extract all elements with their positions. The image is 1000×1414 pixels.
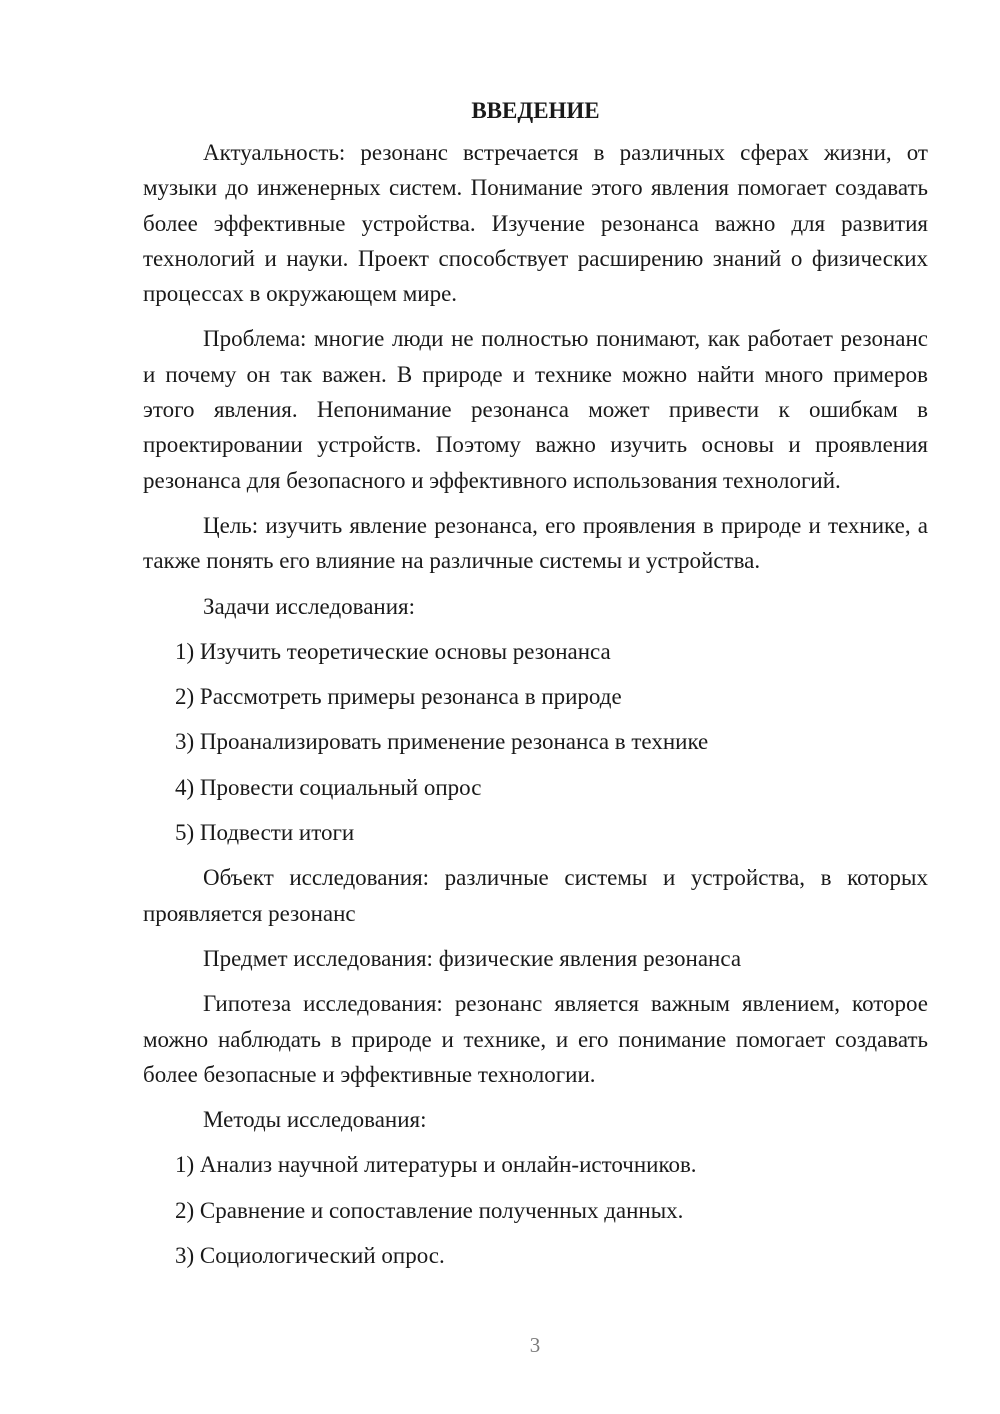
relevance-paragraph: Актуальность: резонанс встречается в различных сферах жизни, от музыки до инженерных систем. Понимание этого явления помогает создавать более эффективные устройства. Изучение резонанса важно для развития технологий и науки. Проект способствует расширению знаний о физических процессах в окружающем мире. <box>143 140 928 307</box>
task-item: 3) Проанализировать применение резонанса в технике <box>175 729 709 755</box>
task-item: 2) Рассмотреть примеры резонанса в природе <box>175 684 622 710</box>
method-item: 1) Анализ научной литературы и онлайн-источников. <box>175 1152 697 1178</box>
section-title: ВВЕДЕНИЕ <box>471 98 600 123</box>
problem-paragraph: Проблема: многие люди не полностью понимают, как работает резонанс и почему он так важен. В природе и технике можно найти много примеров этого явления. Непонимание резонанса может привести к ошибкам в проектировании устройств. Поэтому важно изучить основы и проявления резонанса для безопасного и эффективного использования технологий. <box>143 326 928 493</box>
goal-paragraph: Цель: изучить явление резонанса, его проявления в природе и технике, а также понять его влияние на различные системы и устройства. <box>143 512 928 574</box>
subject-paragraph: Предмет исследования: физические явления резонанса <box>203 945 742 971</box>
object-paragraph: Объект исследования: различные системы и устройства, в которых проявляется резонанс <box>143 865 928 926</box>
task-item: 4) Провести социальный опрос <box>175 774 482 800</box>
page-content <box>143 96 928 1283</box>
method-item: 3) Социологический опрос. <box>175 1243 445 1269</box>
task-item: 1) Изучить теоретические основы резонанса <box>175 638 611 664</box>
method-item: 2) Сравнение и сопоставление полученных данных. <box>175 1197 684 1223</box>
hypothesis-paragraph: Гипотеза исследования: резонанс является важным явлением, которое можно наблюдать в природе и технике, и его понимание помогает создавать более безопасные и эффективные технологии. <box>143 991 928 1087</box>
tasks-heading: Задачи исследования: <box>203 593 416 619</box>
methods-heading: Методы исследования: <box>203 1107 427 1133</box>
task-item: 5) Подвести итоги <box>175 820 355 846</box>
page-number: 3 <box>529 1333 541 1357</box>
